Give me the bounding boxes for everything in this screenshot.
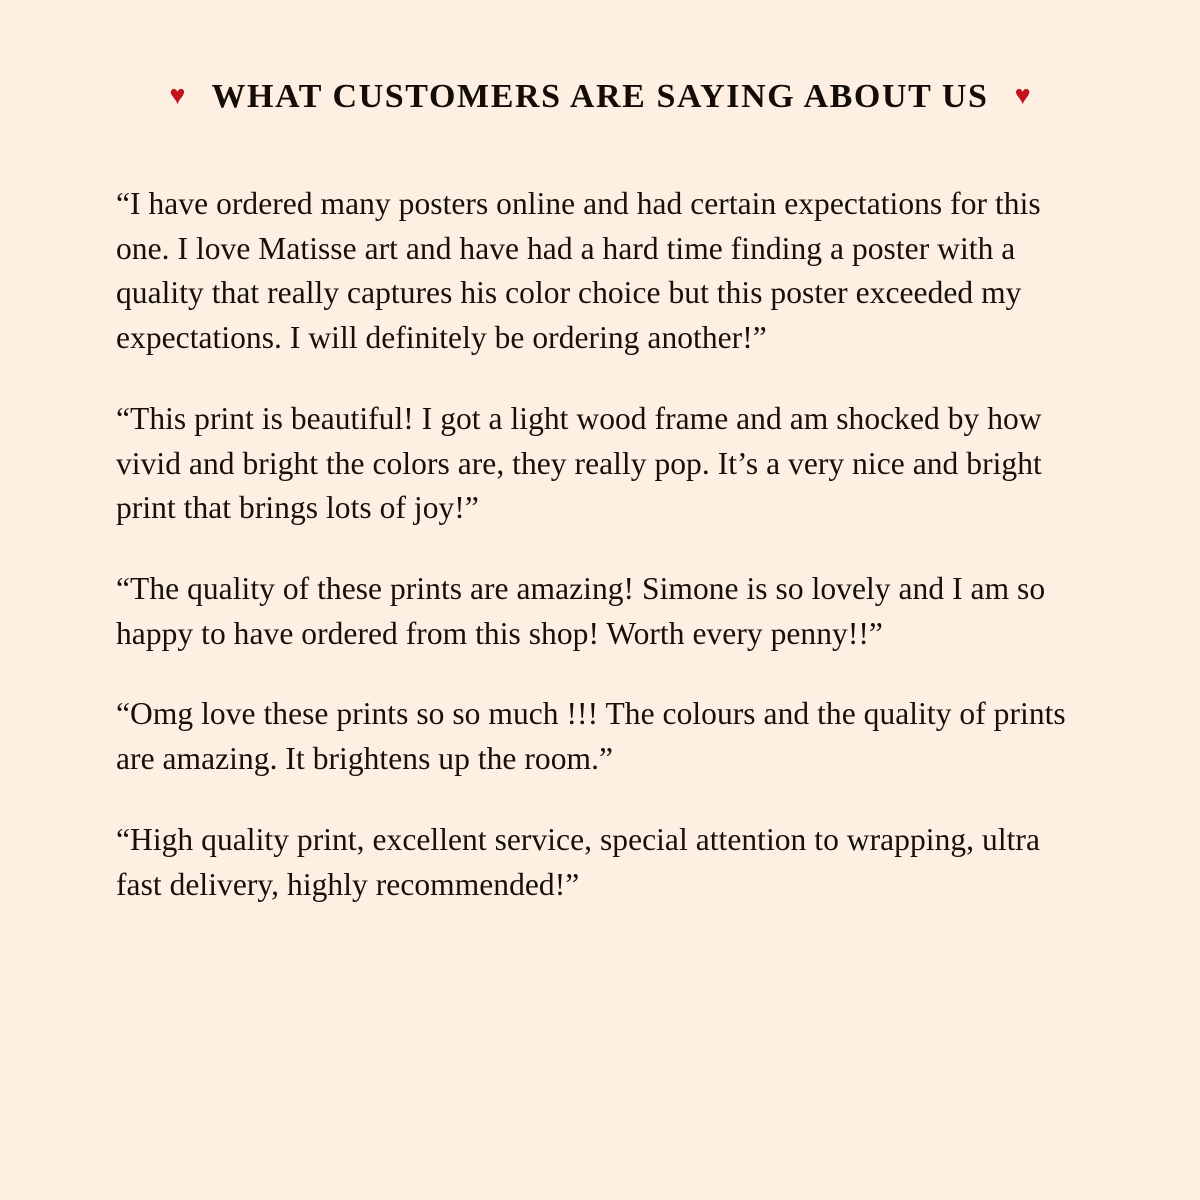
heart-icon-right: ♥ <box>1014 79 1031 110</box>
review-item: “High quality print, excellent service, special attention to wrapping, ultra fast delivery, highly recommended!” <box>116 821 1041 902</box>
reviews-list <box>100 182 1100 907</box>
page-header <box>100 78 1100 116</box>
review-item: “The quality of these prints are amazing! Simone is so lovely and I am so happy to have ordered from this shop! Worth every penny!!” <box>116 571 1046 651</box>
review-item: “This print is beautiful! I got a light wood frame and am shocked by how vivid and bright the colors are, they really pop. It’s a very nice and bright print that brings lots of joy!” <box>116 400 1042 526</box>
review-item: “I have ordered many posters online and had certain expectations for this one. I love Matisse art and have had a hard time finding a poster with a quality that really captures his color choice but this poster exceeded my expectations. I will definitely be ordering another!” <box>116 186 1041 356</box>
review-item: “Omg love these prints so so much !!! The colours and the quality of prints are amazing. It brightens up the room.” <box>116 696 1066 777</box>
page-title: WHAT CUSTOMERS ARE SAYING ABOUT US <box>211 78 989 115</box>
heart-icon-left: ♥ <box>169 79 186 110</box>
